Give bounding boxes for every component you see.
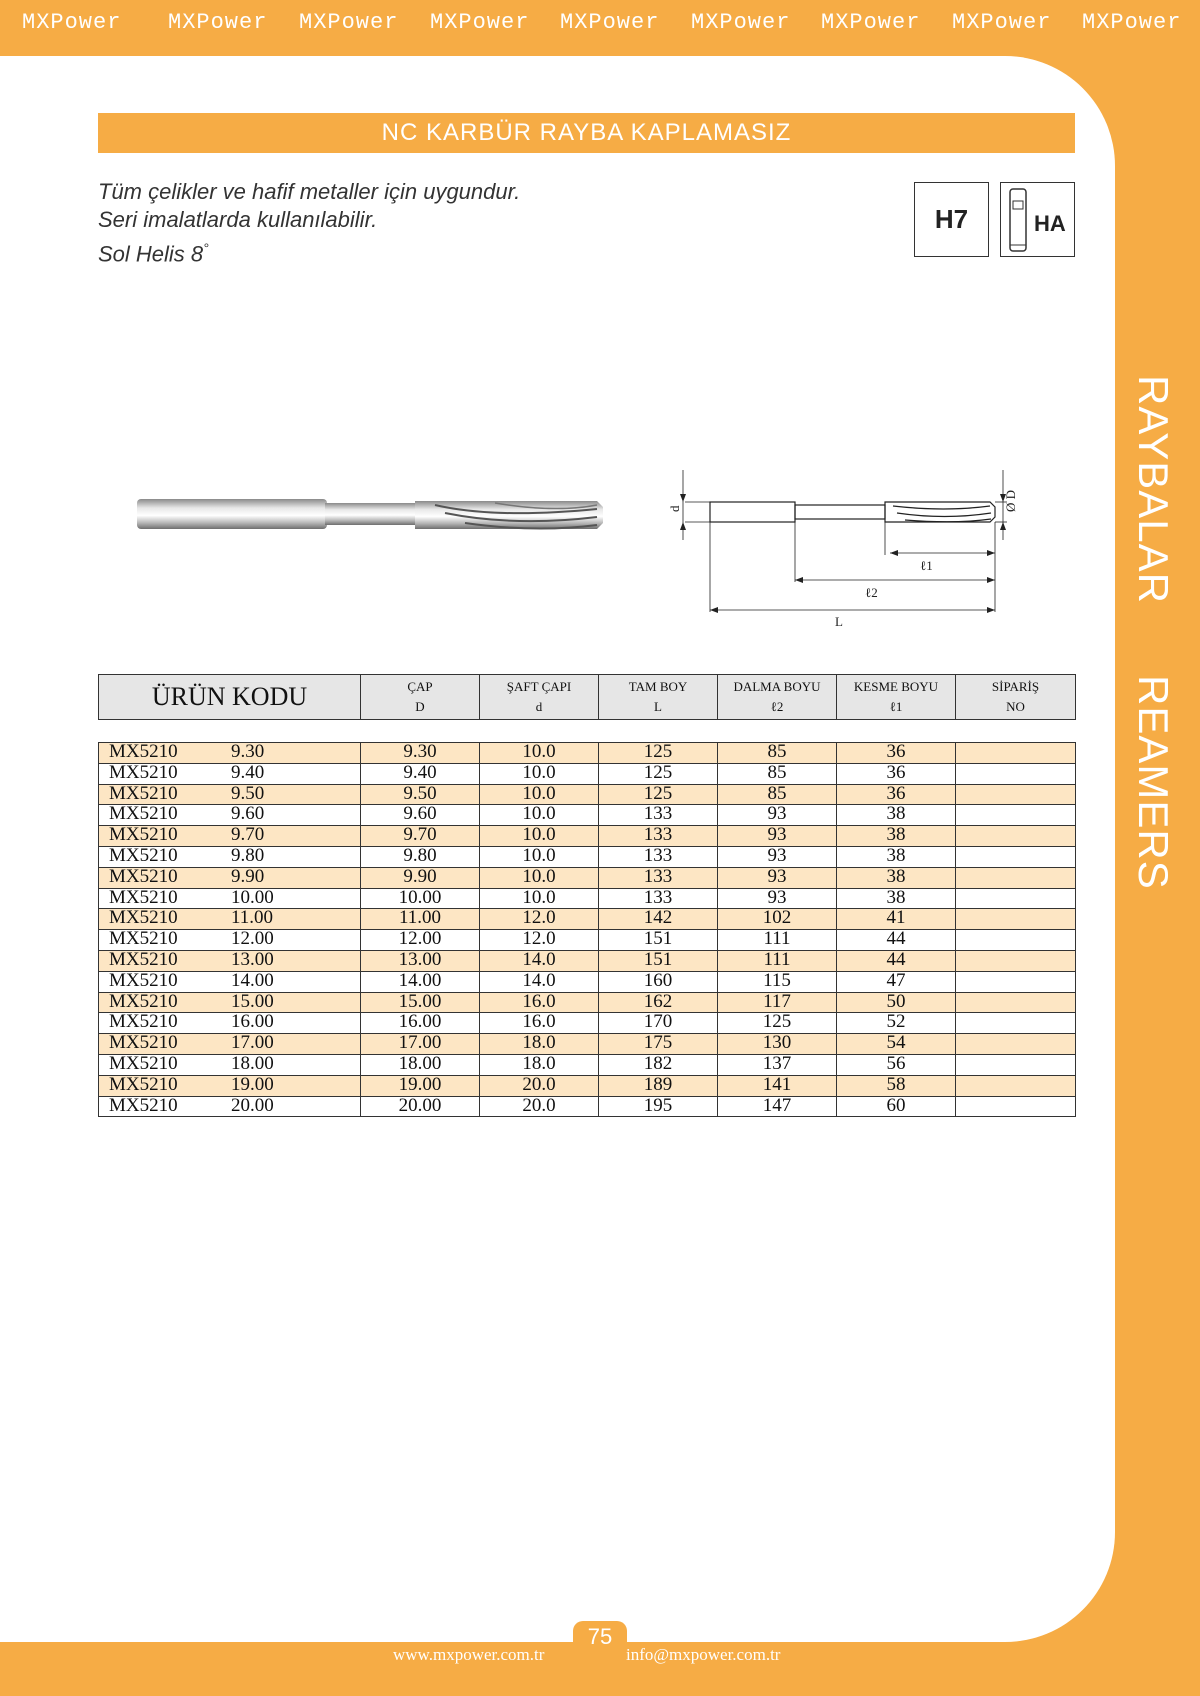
product-code: MX5210 [109,907,178,929]
cell-shaft-diameter: 10.0 [480,846,599,867]
product-code: MX5210 [109,1032,178,1054]
cell-product-code [99,992,361,1013]
shank-badge-label: HA [1034,211,1066,236]
cell-product-code [99,763,361,784]
cell-diameter: 15.00 [361,992,480,1013]
footer-email[interactable]: info@mxpower.com.tr [626,1645,781,1664]
header-symbol: NO [1006,699,1025,714]
cell-cutting-length: 36 [837,784,956,805]
cell-cutting-length: 52 [837,1013,956,1034]
product-size: 15.00 [231,990,274,1012]
cell-total-length: 125 [599,743,718,764]
cell-total-length: 133 [599,846,718,867]
drawing-label-L: L [835,614,843,629]
cell-diameter: 20.00 [361,1096,480,1117]
cell-diameter: 11.00 [361,909,480,930]
cell-plunge-length: 93 [718,826,837,847]
drawing-label-l1: ℓ1 [920,558,933,573]
cell-shaft-diameter: 12.0 [480,909,599,930]
cell-shaft-diameter: 12.0 [480,930,599,951]
table-row [99,826,1076,847]
header-order-no [956,675,1076,720]
cell-total-length: 195 [599,1096,718,1117]
header-label: DALMA BOYU [733,679,821,694]
cell-cutting-length: 44 [837,930,956,951]
product-size: 9.90 [231,865,265,887]
cell-total-length: 133 [599,888,718,909]
cell-order-no[interactable] [956,1013,1076,1034]
table-row [99,930,1076,951]
cell-plunge-length: 111 [718,930,837,951]
cell-order-no[interactable] [956,888,1076,909]
cell-diameter: 9.50 [361,784,480,805]
brand-text: MXPower [1082,10,1182,35]
cell-cutting-length: 38 [837,888,956,909]
product-size: 10.00 [231,886,274,908]
side-label-raybalar: RAYBALAR [1130,375,1177,604]
cell-order-no[interactable] [956,1054,1076,1075]
cell-shaft-diameter: 14.0 [480,971,599,992]
product-code: MX5210 [109,1011,178,1033]
header-symbol: L [654,699,662,714]
cell-diameter: 14.00 [361,971,480,992]
cell-cutting-length: 38 [837,826,956,847]
table-row [99,846,1076,867]
brand-text: MXPower [691,10,791,35]
product-code: MX5210 [109,1052,178,1074]
cell-total-length: 125 [599,784,718,805]
cell-diameter: 9.90 [361,867,480,888]
drawing-label-D: Ø D [1003,489,1018,512]
product-size: 13.00 [231,948,274,970]
cell-product-code [99,1034,361,1055]
cell-diameter: 9.70 [361,826,480,847]
cell-product-code [99,805,361,826]
cell-total-length: 133 [599,826,718,847]
product-size: 17.00 [231,1032,274,1054]
cell-order-no[interactable] [956,846,1076,867]
cell-plunge-length: 93 [718,888,837,909]
table-row [99,971,1076,992]
cell-order-no[interactable] [956,743,1076,764]
product-code: MX5210 [109,865,178,887]
side-labels [1115,0,1200,1696]
cell-shaft-diameter: 20.0 [480,1096,599,1117]
product-code: MX5210 [109,761,178,783]
header-label: SİPARİŞ [991,679,1040,694]
brand-text: MXPower [821,10,921,35]
cell-plunge-length: 93 [718,805,837,826]
cell-order-no[interactable] [956,992,1076,1013]
header-cutting-length [837,675,956,720]
product-code: MX5210 [109,928,178,950]
cell-product-code [99,826,361,847]
product-size: 16.00 [231,1011,274,1033]
table-row [99,805,1076,826]
product-code: MX5210 [109,844,178,866]
table-row [99,909,1076,930]
cell-diameter: 13.00 [361,950,480,971]
cell-cutting-length: 44 [837,950,956,971]
drawing-label-d: d [667,505,682,512]
cell-plunge-length: 147 [718,1096,837,1117]
brand-text: MXPower [560,10,660,35]
product-size: 11.00 [231,907,274,929]
description-line: Tüm çelikler ve hafif metaller için uygundur. [98,179,521,204]
degree-symbol: ° [203,240,209,256]
header-plunge-length [718,675,837,720]
drawing-label-l2: ℓ2 [865,585,878,600]
product-size: 9.80 [231,844,265,866]
cell-order-no[interactable] [956,1075,1076,1096]
cell-product-code [99,784,361,805]
cell-product-code [99,867,361,888]
cell-plunge-length: 117 [718,992,837,1013]
header-label: KESME BOYU [853,679,939,694]
cell-order-no[interactable] [956,909,1076,930]
cell-order-no[interactable] [956,784,1076,805]
product-size: 19.00 [231,1073,274,1095]
cell-shaft-diameter: 10.0 [480,805,599,826]
cell-plunge-length: 125 [718,1013,837,1034]
brand-text: MXPower [430,10,530,35]
table-row [99,1034,1076,1055]
cell-shaft-diameter: 14.0 [480,950,599,971]
footer-website[interactable]: www.mxpower.com.tr [393,1645,545,1664]
cell-cutting-length: 58 [837,1075,956,1096]
cell-total-length: 142 [599,909,718,930]
cell-shaft-diameter: 16.0 [480,1013,599,1034]
cell-diameter: 18.00 [361,1054,480,1075]
cell-diameter: 17.00 [361,1034,480,1055]
reamer-technical-drawing [645,460,1035,635]
cell-total-length: 133 [599,805,718,826]
cell-product-code [99,1054,361,1075]
product-code: MX5210 [109,824,178,846]
cell-diameter: 10.00 [361,888,480,909]
product-code: MX5210 [109,990,178,1012]
cell-total-length: 162 [599,992,718,1013]
cell-cutting-length: 56 [837,1054,956,1075]
cell-total-length: 151 [599,950,718,971]
tolerance-badge: H7 [914,182,989,257]
cell-order-no[interactable] [956,826,1076,847]
cell-plunge-length: 93 [718,867,837,888]
product-size: 18.00 [231,1052,274,1074]
table-row [99,1096,1076,1117]
product-size: 9.40 [231,761,265,783]
cell-plunge-length: 85 [718,763,837,784]
brand-text: MXPower [299,10,399,35]
cell-total-length: 125 [599,763,718,784]
cell-cutting-length: 47 [837,971,956,992]
cell-shaft-diameter: 10.0 [480,743,599,764]
cell-total-length: 175 [599,1034,718,1055]
product-size: 9.60 [231,803,265,825]
product-size: 20.00 [231,1094,274,1116]
product-code: MX5210 [109,969,178,991]
cell-diameter: 9.40 [361,763,480,784]
table-row [99,763,1076,784]
product-code: MX5210 [109,803,178,825]
table-row [99,1075,1076,1096]
description-line [98,234,520,268]
cell-shaft-diameter: 10.0 [480,888,599,909]
cell-plunge-length: 141 [718,1075,837,1096]
cell-product-code [99,950,361,971]
top-brand-band [0,0,1200,50]
header-shaft-diameter [480,675,599,720]
header-label: TAM BOY [628,679,688,694]
cell-plunge-length: 137 [718,1054,837,1075]
product-code: MX5210 [109,886,178,908]
cell-product-code [99,1013,361,1034]
header-symbol: ℓ2 [770,699,784,714]
header-diameter [361,675,480,720]
brand-text: MXPower [952,10,1052,35]
header-label: ÇAP [407,679,433,694]
cell-diameter: 9.60 [361,805,480,826]
spec-table [98,742,1076,1117]
product-code: MX5210 [109,1094,178,1116]
cell-product-code [99,743,361,764]
cell-plunge-length: 85 [718,784,837,805]
cell-order-no[interactable] [956,930,1076,951]
cell-plunge-length: 115 [718,971,837,992]
cell-plunge-length: 102 [718,909,837,930]
shank-badge [1000,182,1075,257]
product-code: MX5210 [109,948,178,970]
cell-cutting-length: 54 [837,1034,956,1055]
reamer-photo [135,495,605,540]
description-line: Seri imalatlarda kullanılabilir. [98,207,378,232]
brand-text: MXPower [22,10,122,35]
cell-shaft-diameter: 10.0 [480,826,599,847]
brand-text: MXPower [168,10,268,35]
cell-cutting-length: 38 [837,846,956,867]
product-description [98,178,520,268]
cell-plunge-length: 111 [718,950,837,971]
cell-total-length: 133 [599,867,718,888]
helix-text: Sol Helis 8 [98,241,204,267]
cell-total-length: 151 [599,930,718,951]
table-row [99,784,1076,805]
header-symbol: D [415,699,425,714]
cell-order-no[interactable] [956,763,1076,784]
cell-cutting-length: 41 [837,909,956,930]
header-symbol: ℓ1 [889,699,903,714]
cell-diameter: 16.00 [361,1013,480,1034]
product-size: 9.50 [231,782,265,804]
header-total-length [599,675,718,720]
cell-total-length: 170 [599,1013,718,1034]
header-product-code: ÜRÜN KODU [99,675,361,720]
cell-order-no[interactable] [956,971,1076,992]
table-row [99,888,1076,909]
product-size: 9.70 [231,824,265,846]
table-row [99,743,1076,764]
cell-cutting-length: 38 [837,867,956,888]
cell-cutting-length: 36 [837,763,956,784]
cell-shaft-diameter: 18.0 [480,1054,599,1075]
cell-product-code [99,909,361,930]
cell-diameter: 9.80 [361,846,480,867]
cell-total-length: 182 [599,1054,718,1075]
cell-plunge-length: 93 [718,846,837,867]
page-title: NC KARBÜR RAYBA KAPLAMASIZ [98,113,1075,153]
cell-cutting-length: 60 [837,1096,956,1117]
cell-product-code [99,930,361,951]
cell-cutting-length: 36 [837,743,956,764]
cell-shaft-diameter: 10.0 [480,763,599,784]
cell-diameter: 9.30 [361,743,480,764]
cell-product-code [99,1075,361,1096]
cell-order-no[interactable] [956,1034,1076,1055]
table-row [99,1013,1076,1034]
product-size: 14.00 [231,969,274,991]
cell-plunge-length: 85 [718,743,837,764]
cell-product-code [99,971,361,992]
product-size: 9.30 [231,741,265,762]
table-row [99,867,1076,888]
cell-product-code [99,888,361,909]
header-symbol: d [535,699,543,714]
cell-product-code [99,846,361,867]
cell-total-length: 189 [599,1075,718,1096]
cell-product-code [99,1096,361,1117]
cell-shaft-diameter: 10.0 [480,784,599,805]
product-code: MX5210 [109,741,178,762]
cell-shaft-diameter: 16.0 [480,992,599,1013]
table-row [99,1054,1076,1075]
cell-diameter: 19.00 [361,1075,480,1096]
cell-total-length: 160 [599,971,718,992]
cell-shaft-diameter: 18.0 [480,1034,599,1055]
side-label-reamers: REAMERS [1130,675,1177,890]
cell-shaft-diameter: 10.0 [480,867,599,888]
cell-cutting-length: 50 [837,992,956,1013]
cell-order-no[interactable] [956,867,1076,888]
header-label: ŞAFT ÇAPI [506,679,572,694]
spec-table-body [99,743,1076,1117]
cell-order-no[interactable] [956,950,1076,971]
table-row [99,950,1076,971]
cell-order-no[interactable] [956,805,1076,826]
product-code: MX5210 [109,1073,178,1095]
spec-table-header [98,674,1076,720]
product-size: 12.00 [231,928,274,950]
page-number: 75 [573,1621,627,1653]
cell-cutting-length: 38 [837,805,956,826]
cell-order-no[interactable] [956,1096,1076,1117]
cell-diameter: 12.00 [361,930,480,951]
product-code: MX5210 [109,782,178,804]
cell-shaft-diameter: 20.0 [480,1075,599,1096]
table-row [99,992,1076,1013]
cell-plunge-length: 130 [718,1034,837,1055]
